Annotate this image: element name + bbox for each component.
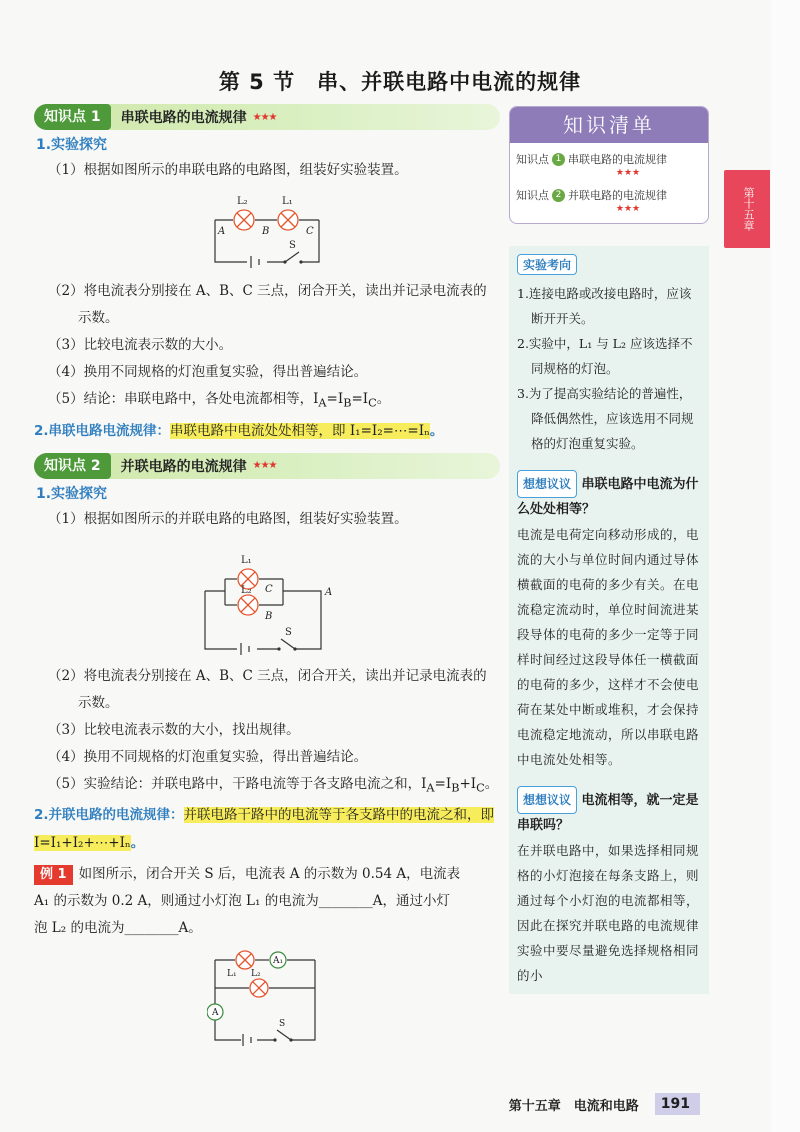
lamp-l2 [238, 595, 258, 615]
kp1-stars: ★★★ [252, 111, 277, 123]
svg-text:C: C [306, 226, 314, 237]
kp1-rule-highlight: 串联电路中电流处处相等，即 I₁=I₂=⋯=Iₙ [170, 422, 430, 439]
page-title: 第 5 节 串、并联电路中电流的规律 [218, 70, 582, 94]
svg-text:L₂: L₂ [237, 196, 248, 207]
knowledge-list-box [509, 106, 709, 224]
knowledge-list-item-2-stars: ★★★ [615, 204, 641, 214]
page-number: 191 [655, 1093, 700, 1115]
kp1-title: 串联电路的电流规律 [120, 110, 247, 126]
lamp-l1 [236, 951, 254, 969]
svg-text:B: B [265, 610, 273, 622]
knowledge-list-item-1-stars: ★★★ [615, 168, 641, 178]
experiment-tip-2: 2.实验中，L₁ 与 L₂ 应该选择不同规格的灯泡。 [517, 336, 693, 376]
kp2-stars: ★★★ [252, 460, 277, 472]
think-pill-2: 想想议议 [517, 786, 577, 814]
lamp-l2 [250, 979, 268, 997]
kp2-step3: （3）比较电流表示数的大小，找出规律。 [48, 721, 300, 738]
kp1-rule: 2.串联电路电流规律：串联电路中电流处处相等，即 I₁=I₂=⋯=Iₙ。 [34, 422, 444, 439]
think-question-1: 想想议议 串联电路中电流为什么处处相等？ [517, 470, 701, 522]
side-notes-panel [509, 246, 709, 994]
kp2-step4: （4）换用不同规格的灯泡重复实验，得出普遍结论。 [48, 748, 368, 765]
svg-text:L₁: L₁ [227, 969, 237, 980]
experiment-tips-list [517, 281, 701, 456]
svg-text:S: S [285, 626, 292, 638]
kp2-subheading: 1.实验探究 [36, 485, 108, 502]
knowledge-list-item-2: 知识点 2 并联电路的电流规律 [516, 189, 667, 202]
svg-text:S: S [289, 240, 296, 251]
svg-text:L₁: L₁ [282, 196, 293, 207]
kp1-step1: （1）根据如图所示的串联电路的电路图，组装好实验装置。 [48, 162, 408, 178]
example1-line1: 例 1 如图所示，闭合开关 S 后，电流表 A 的示数为 0.54 A，电流表 [34, 861, 500, 888]
example1-line2: A₁ 的示数为 0.2 A，则通过小灯泡 L₁ 的电流为________A，通过小灯 [34, 893, 450, 910]
think-question-2: 想想议议 电流相等，就一定是串联吗？ [517, 786, 701, 838]
side-column [509, 106, 709, 994]
kp2-header [34, 453, 500, 479]
knowledge-list-title: 知识清单 [510, 107, 708, 143]
kp2-step5: （5）实验结论：并联电路中，干路电流等于各支路电流之和，$I_A=I_B+I_C$。 [48, 775, 499, 795]
parallel-circuit-diagram [197, 539, 337, 657]
right-page-edge [771, 0, 800, 1132]
kp2-tag: 知识点 2 [34, 453, 111, 479]
svg-text:L₂: L₂ [251, 969, 261, 980]
kp2-rule: 2.并联电路的电流规律：并联电路干路中的电流等于各支路中的电流之和，即 I=I₁+I₂+⋯+Iₙ。 [34, 807, 495, 852]
svg-text:B: B [262, 226, 270, 237]
chapter-tab: 第十五章 [724, 170, 770, 248]
think-answer-2: 在并联电路中，如果选择相同规格的小灯泡接在每条支路上，则通过每个小灯泡的电流都相等，因此在探究并联电路的电流规律实验中要尽量避免选择规格相同的小 [517, 843, 700, 983]
kp1-step2: （2）将电流表分别接在 A、B、C 三点，闭合开关，读出并记录电流表的示数。 [48, 283, 487, 326]
svg-text:S: S [279, 1019, 286, 1030]
svg-text:A: A [325, 586, 333, 598]
lamp-l2 [234, 210, 254, 230]
knowledge-list-item-1: 知识点 1 串联电路的电流规律 [516, 153, 667, 166]
footer-chapter: 第十五章 电流和电路 [508, 1098, 639, 1114]
kp1-step3: （3）比较电流表示数的大小。 [48, 337, 233, 353]
series-circuit-diagram [207, 190, 327, 272]
kp2-title: 并联电路的电流规律 [120, 458, 247, 475]
svg-text:L₁: L₁ [241, 554, 252, 566]
main-content [34, 104, 500, 1054]
kp1-subheading: 1.实验探究 [36, 137, 108, 153]
kp2-step1: （1）根据如图所示的并联电路的电路图，组装好实验装置。 [48, 510, 408, 527]
think-pill-1: 想想议议 [517, 470, 577, 498]
svg-text:A: A [212, 1008, 219, 1019]
lamp-l1 [278, 210, 298, 230]
experiment-tip-1: 1.连接电路或改接电路时，应该断开开关。 [517, 286, 692, 326]
kp1-step4: （4）换用不同规格的灯泡重复实验，得出普遍结论。 [48, 364, 368, 380]
svg-text:A₁: A₁ [273, 956, 284, 967]
example1-line3: 泡 L₂ 的电流为________A。 [34, 920, 202, 937]
page-footer [509, 1093, 700, 1115]
svg-text:C: C [265, 583, 273, 595]
kp1-header [34, 104, 500, 130]
experiment-tips-pill: 实验考向 [517, 254, 577, 275]
think-answer-1: 电流是电荷定向移动形成的，电流的大小与单位时间内通过导体横截面的电荷的多少有关。在电流稳定流动时，单位时间流进某段导体的电荷的多少一定等于同样时间经过这段导体任一横截面的电荷的多少，这样才不会使电荷在某处中断或堆积，才会保持电流稳定地流动，所以串联电路中电流处处相等。 [517, 527, 700, 767]
example1-tag: 例 1 [34, 865, 73, 885]
example1-circuit-diagram [207, 948, 327, 1048]
kp1-tag: 知识点 1 [34, 104, 111, 130]
svg-text:L₂: L₂ [241, 584, 252, 596]
experiment-tip-3: 3.为了提高实验结论的普遍性，降低偶然性，应该选用不同规格的灯泡重复实验。 [517, 386, 694, 451]
svg-text:A: A [218, 226, 226, 237]
kp2-step2: （2）将电流表分别接在 A、B、C 三点，闭合开关，读出并记录电流表的示数。 [48, 667, 487, 711]
kp1-step5: （5）结论：串联电路中，各处电流都相等，$I_A=I_B=I_C$。 [48, 391, 391, 410]
kp2-rule-highlight: 并联电路干路中的电流等于各支路中的电流之和，即 I=I₁+I₂+⋯+Iₙ [34, 807, 495, 852]
